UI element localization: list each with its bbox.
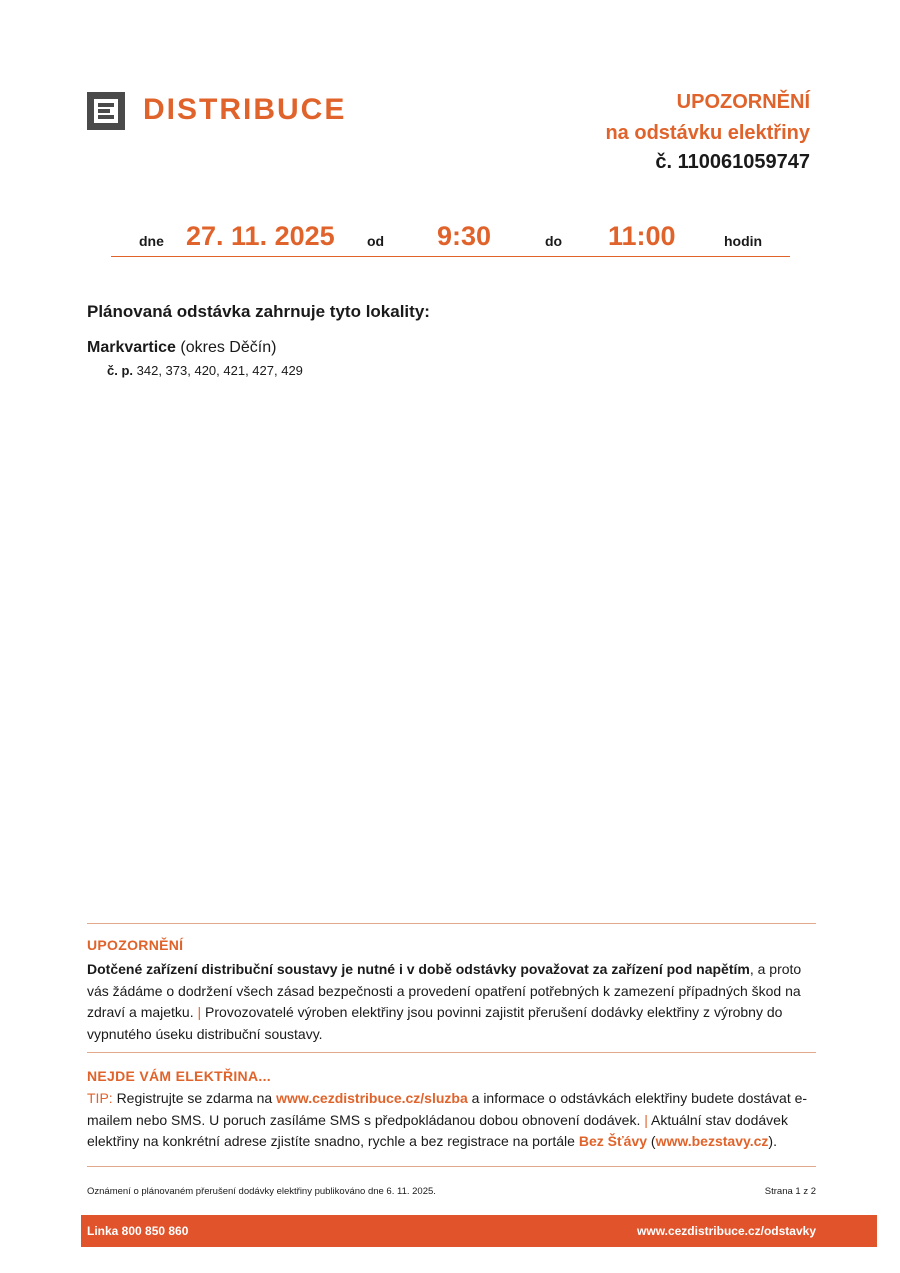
- schedule-divider: [111, 256, 790, 257]
- divider: [87, 923, 816, 924]
- portal-name: Bez Šťávy: [578, 1133, 648, 1149]
- bezstavy-link[interactable]: www.bezstavy.cz: [655, 1133, 769, 1149]
- hotline: Linka 800 850 860: [87, 1224, 189, 1238]
- logo-text: DISTRIBUCE: [143, 93, 347, 126]
- tip-text: [87, 1088, 817, 1153]
- house-numbers: [107, 363, 303, 378]
- outage-date: 27. 11. 2025: [186, 221, 335, 251]
- warning-heading: UPOZORNĚNÍ: [87, 937, 184, 953]
- do-label: do: [545, 233, 563, 249]
- warning-text-1: , a proto vás žádáme o dodržení všech zásad bezpečnosti a provedení opatření potřebných k zamezení případných škod na zdraví a majetku.: [87, 961, 802, 1020]
- warning-bold: Dotčené zařízení distribuční soustavy je nutné i v době odstávky považovat za zařízení pod napětím: [87, 961, 750, 977]
- time-to: 11:00: [608, 221, 676, 251]
- locations-title: Plánovaná odstávka zahrnuje tyto lokality:: [87, 302, 430, 321]
- logo-icon: [87, 92, 125, 130]
- dne-label: dne: [139, 233, 164, 249]
- header-subtitle: na odstávku elektřiny: [605, 122, 810, 144]
- open-paren: (: [650, 1133, 656, 1149]
- notice-number: č. 110061059747: [655, 151, 810, 173]
- divider: [87, 1166, 816, 1167]
- tip-heading: NEJDE VÁM ELEKTŘINA...: [87, 1068, 271, 1084]
- publication-note: Oznámení o plánovaném přerušení dodávky elektřiny publikováno dne 6. 11. 2025.: [87, 1186, 436, 1197]
- registration-link[interactable]: www.cezdistribuce.cz/sluzba: [276, 1090, 468, 1106]
- house-numbers-label: č. p.: [107, 363, 134, 378]
- hodin-label: hodin: [724, 233, 763, 249]
- tip-separator: |: [644, 1111, 648, 1128]
- place-name: Markvartice: [87, 339, 176, 356]
- house-numbers-list: 342, 373, 420, 421, 427, 429: [136, 363, 303, 378]
- divider: [87, 1052, 816, 1053]
- warning-text: [87, 959, 817, 1045]
- tip-label: TIP:: [87, 1090, 113, 1106]
- location-name: [87, 339, 276, 357]
- header-title: UPOZORNĚNÍ: [676, 91, 810, 113]
- tip-text-1: Registrujte se zdarma na: [116, 1090, 273, 1106]
- time-from: 9:30: [437, 221, 492, 251]
- footer-website-link[interactable]: www.cezdistribuce.cz/odstavky: [637, 1224, 816, 1238]
- od-label: od: [367, 233, 385, 249]
- tip-text-3: Aktuální stav dodávek elektřiny na konkrétní adrese zjistíte snadno, rychle a bez registrace na portále: [87, 1111, 788, 1149]
- tip-text-2: a informace o odstávkách elektřiny budete dostávat e-mailem nebo SMS. U poruch zasíláme SMS s předpokládanou dobou obnovení dodávek.: [87, 1090, 808, 1128]
- close-paren: ).: [768, 1133, 777, 1149]
- page-number: Strana 1 z 2: [764, 1186, 816, 1197]
- place-district: (okres Děčín): [180, 339, 277, 356]
- warning-text-2: Provozovatelé výroben elektřiny jsou povinni zajistit přerušení dodávky elektřiny z výrobny do vypnutého úseku distribuční soustavy.: [87, 1004, 783, 1042]
- warning-separator: |: [197, 1004, 202, 1020]
